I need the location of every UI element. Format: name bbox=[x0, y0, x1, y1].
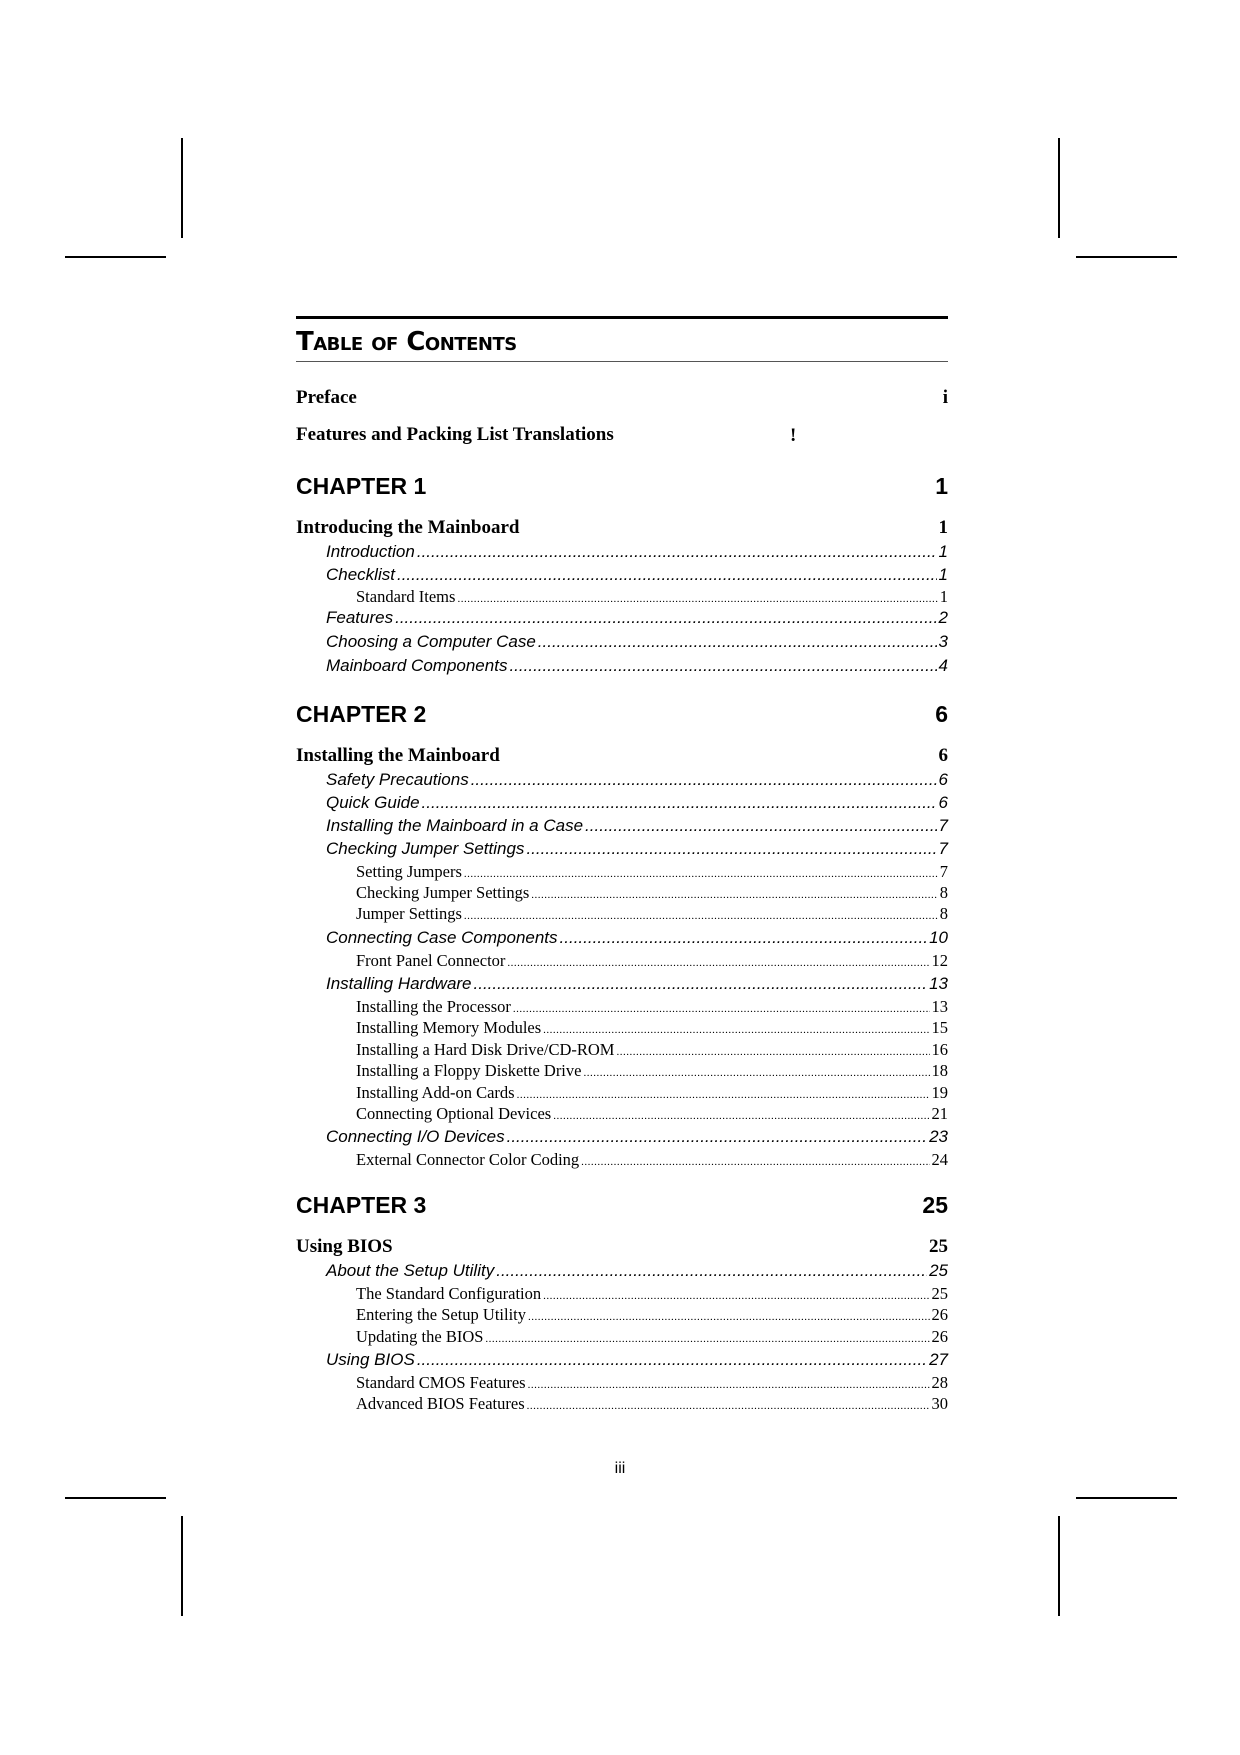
crop-mark bbox=[1058, 1516, 1060, 1616]
crop-mark bbox=[181, 138, 183, 238]
toc-label: Quick Guide bbox=[326, 793, 420, 812]
leader-dots bbox=[581, 1156, 929, 1168]
toc-entry[interactable] bbox=[326, 770, 948, 790]
leader-dots bbox=[485, 1333, 929, 1345]
leader-dots bbox=[496, 1261, 927, 1281]
toc-page: 3 bbox=[938, 632, 948, 651]
toc-subentry[interactable] bbox=[356, 1061, 948, 1081]
crop-mark bbox=[65, 1497, 166, 1499]
toc-subentry[interactable] bbox=[356, 904, 948, 924]
leader-dots bbox=[509, 656, 936, 676]
crop-mark bbox=[181, 1516, 183, 1616]
toc-entry[interactable] bbox=[326, 656, 948, 676]
toc-entry[interactable] bbox=[326, 816, 948, 836]
toc-label: Connecting Optional Devices bbox=[356, 1104, 552, 1123]
toc-page: 26 bbox=[931, 1327, 948, 1346]
toc-label: The Standard Configuration bbox=[356, 1284, 542, 1303]
toc-entry[interactable] bbox=[326, 1127, 948, 1147]
toc-label: CHAPTER 1 bbox=[296, 473, 427, 499]
toc-label: External Connector Color Coding bbox=[356, 1150, 580, 1169]
leader-dots bbox=[464, 910, 938, 922]
toc-page: ! bbox=[790, 425, 797, 446]
toc-page: 6 bbox=[938, 793, 948, 812]
leader-dots bbox=[543, 1290, 929, 1302]
toc-entry-preface[interactable] bbox=[296, 387, 948, 409]
toc-entry[interactable] bbox=[326, 632, 948, 652]
toc-label: Jumper Settings bbox=[356, 904, 462, 923]
toc-page: 12 bbox=[931, 951, 948, 970]
toc-subentry[interactable] bbox=[356, 997, 948, 1017]
leader-dots bbox=[417, 1350, 927, 1370]
crop-mark bbox=[1058, 138, 1060, 238]
toc-page: 18 bbox=[931, 1061, 948, 1080]
toc-page: 30 bbox=[931, 1394, 948, 1413]
toc-subentry[interactable] bbox=[356, 1040, 948, 1060]
leader-dots bbox=[528, 1311, 929, 1323]
toc-chapter-2[interactable] bbox=[296, 701, 948, 728]
toc-label: About the Setup Utility bbox=[326, 1261, 495, 1280]
toc-label: Installing a Hard Disk Drive/CD-ROM bbox=[356, 1040, 615, 1059]
toc-label: Features bbox=[326, 608, 394, 627]
toc-page: 1 bbox=[935, 473, 948, 499]
toc-subentry[interactable] bbox=[356, 883, 948, 903]
toc-page: 26 bbox=[931, 1305, 948, 1324]
toc-label: Checking Jumper Settings bbox=[356, 883, 530, 902]
toc-page: 21 bbox=[931, 1104, 948, 1123]
toc-subentry[interactable] bbox=[356, 1394, 948, 1414]
toc-label: Choosing a Computer Case bbox=[326, 632, 536, 651]
leader-dots bbox=[585, 816, 936, 836]
crop-mark bbox=[1076, 1497, 1177, 1499]
toc-page: 23 bbox=[929, 1127, 948, 1146]
toc-label: Installing the Mainboard bbox=[296, 745, 500, 766]
crop-mark bbox=[1076, 256, 1177, 258]
toc-subentry[interactable] bbox=[356, 1305, 948, 1325]
toc-label: Setting Jumpers bbox=[356, 862, 462, 881]
toc-label: CHAPTER 3 bbox=[296, 1192, 427, 1218]
toc-chapter-3[interactable] bbox=[296, 1192, 948, 1219]
leader-dots bbox=[528, 1379, 930, 1391]
leader-dots bbox=[543, 1024, 929, 1036]
toc-entry[interactable] bbox=[326, 1350, 948, 1370]
leader-dots bbox=[583, 1067, 929, 1079]
leader-dots bbox=[397, 565, 937, 585]
toc-subentry[interactable] bbox=[356, 951, 948, 971]
toc-page: 28 bbox=[931, 1373, 948, 1392]
toc-label: Installing the Mainboard in a Case bbox=[326, 816, 584, 835]
toc-entry[interactable] bbox=[326, 608, 948, 628]
toc-heading bbox=[296, 316, 948, 362]
toc-label: Advanced BIOS Features bbox=[356, 1394, 525, 1413]
toc-page: 7 bbox=[938, 839, 948, 858]
leader-dots bbox=[457, 593, 937, 605]
toc-label: Connecting Case Components bbox=[326, 928, 558, 947]
toc-page: 6 bbox=[935, 701, 948, 727]
leader-dots bbox=[616, 1046, 929, 1058]
leader-dots bbox=[526, 839, 936, 859]
toc-page: 13 bbox=[929, 974, 948, 993]
toc-label: Features and Packing List Translations bbox=[296, 424, 614, 445]
leader-dots bbox=[538, 632, 937, 652]
toc-page: 27 bbox=[929, 1350, 948, 1369]
toc-page: 10 bbox=[929, 928, 948, 947]
toc-entry-features-translations[interactable] bbox=[296, 424, 948, 446]
toc-label: Installing the Processor bbox=[356, 997, 511, 1016]
toc-subentry[interactable] bbox=[356, 1327, 948, 1347]
toc-label: Standard CMOS Features bbox=[356, 1373, 526, 1392]
toc-page: 2 bbox=[938, 608, 948, 627]
leader-dots bbox=[464, 868, 938, 880]
toc-entry[interactable] bbox=[326, 839, 948, 859]
toc-page: 16 bbox=[931, 1040, 948, 1059]
toc-page: 1 bbox=[938, 565, 948, 584]
crop-mark bbox=[65, 256, 166, 258]
toc-subentry[interactable] bbox=[356, 1284, 948, 1304]
toc-subentry[interactable] bbox=[356, 1150, 948, 1170]
toc-page: 6 bbox=[938, 770, 948, 789]
toc-page: 7 bbox=[938, 816, 948, 835]
toc-page: 15 bbox=[931, 1018, 948, 1037]
leader-dots bbox=[553, 1110, 929, 1122]
leader-dots bbox=[560, 928, 928, 948]
toc-page: 4 bbox=[938, 656, 948, 675]
leader-dots bbox=[531, 889, 938, 901]
leader-dots bbox=[395, 608, 936, 628]
toc-page: 6 bbox=[938, 745, 948, 766]
toc-entry[interactable] bbox=[326, 974, 948, 994]
toc-label: Introduction bbox=[326, 542, 415, 561]
toc-subentry[interactable] bbox=[356, 1018, 948, 1038]
toc-page: 8 bbox=[939, 883, 948, 902]
toc-label: Updating the BIOS bbox=[356, 1327, 484, 1346]
page-title: Table of Contents bbox=[296, 327, 517, 357]
page-number: iii bbox=[614, 1460, 626, 1477]
leader-dots bbox=[517, 1089, 930, 1101]
toc-label: Safety Precautions bbox=[326, 770, 469, 789]
toc-section[interactable] bbox=[296, 1236, 948, 1258]
toc-label: Installing Hardware bbox=[326, 974, 472, 993]
toc-entry[interactable] bbox=[326, 542, 948, 562]
toc-page: 25 bbox=[931, 1284, 948, 1303]
toc-subentry[interactable] bbox=[356, 1104, 948, 1124]
toc-entry[interactable] bbox=[326, 1261, 948, 1281]
toc-label: Checklist bbox=[326, 565, 395, 584]
leader-dots bbox=[507, 957, 929, 969]
toc-page: 19 bbox=[931, 1083, 948, 1102]
toc-entry[interactable] bbox=[326, 793, 948, 813]
toc-label: Entering the Setup Utility bbox=[356, 1305, 527, 1324]
toc-label: Checking Jumper Settings bbox=[326, 839, 525, 858]
toc-page: 24 bbox=[931, 1150, 948, 1169]
toc-label: Using BIOS bbox=[296, 1236, 393, 1257]
toc-entry[interactable] bbox=[326, 928, 948, 948]
leader-dots bbox=[513, 1003, 930, 1015]
toc-page: 25 bbox=[922, 1192, 948, 1218]
toc-subentry[interactable] bbox=[356, 1083, 948, 1103]
toc-label: Installing Add-on Cards bbox=[356, 1083, 515, 1102]
toc-label: Installing a Floppy Diskette Drive bbox=[356, 1061, 582, 1080]
toc-subentry[interactable] bbox=[356, 1373, 948, 1393]
toc-label: Mainboard Components bbox=[326, 656, 508, 675]
toc-label: Using BIOS bbox=[326, 1350, 415, 1369]
toc-chapter-1[interactable] bbox=[296, 473, 948, 500]
toc-page: 1 bbox=[939, 587, 948, 606]
toc-label: Connecting I/O Devices bbox=[326, 1127, 505, 1146]
leader-dots bbox=[471, 770, 937, 790]
toc-page: 7 bbox=[939, 862, 948, 881]
toc-page: 13 bbox=[931, 997, 948, 1016]
toc-page: 8 bbox=[939, 904, 948, 923]
toc-page: 1 bbox=[938, 517, 948, 538]
toc-label: Front Panel Connector bbox=[356, 951, 506, 970]
toc-section[interactable] bbox=[296, 517, 948, 539]
toc-page: 25 bbox=[929, 1236, 948, 1257]
toc-subentry[interactable] bbox=[356, 862, 948, 882]
toc-entry[interactable] bbox=[326, 565, 948, 585]
toc-label: Installing Memory Modules bbox=[356, 1018, 542, 1037]
toc-page: 25 bbox=[929, 1261, 948, 1280]
toc-label: CHAPTER 2 bbox=[296, 701, 427, 727]
toc-section[interactable] bbox=[296, 745, 948, 767]
leader-dots bbox=[527, 1400, 930, 1412]
toc-label: Introducing the Mainboard bbox=[296, 517, 520, 538]
toc-label: Preface bbox=[296, 387, 357, 408]
toc-page: 1 bbox=[938, 542, 948, 561]
leader-dots bbox=[474, 974, 928, 994]
toc-subentry[interactable] bbox=[356, 587, 948, 607]
toc-page: i bbox=[942, 387, 948, 408]
leader-dots bbox=[507, 1127, 927, 1147]
toc-label: Standard Items bbox=[356, 587, 456, 606]
leader-dots bbox=[417, 542, 937, 562]
leader-dots bbox=[422, 793, 937, 813]
